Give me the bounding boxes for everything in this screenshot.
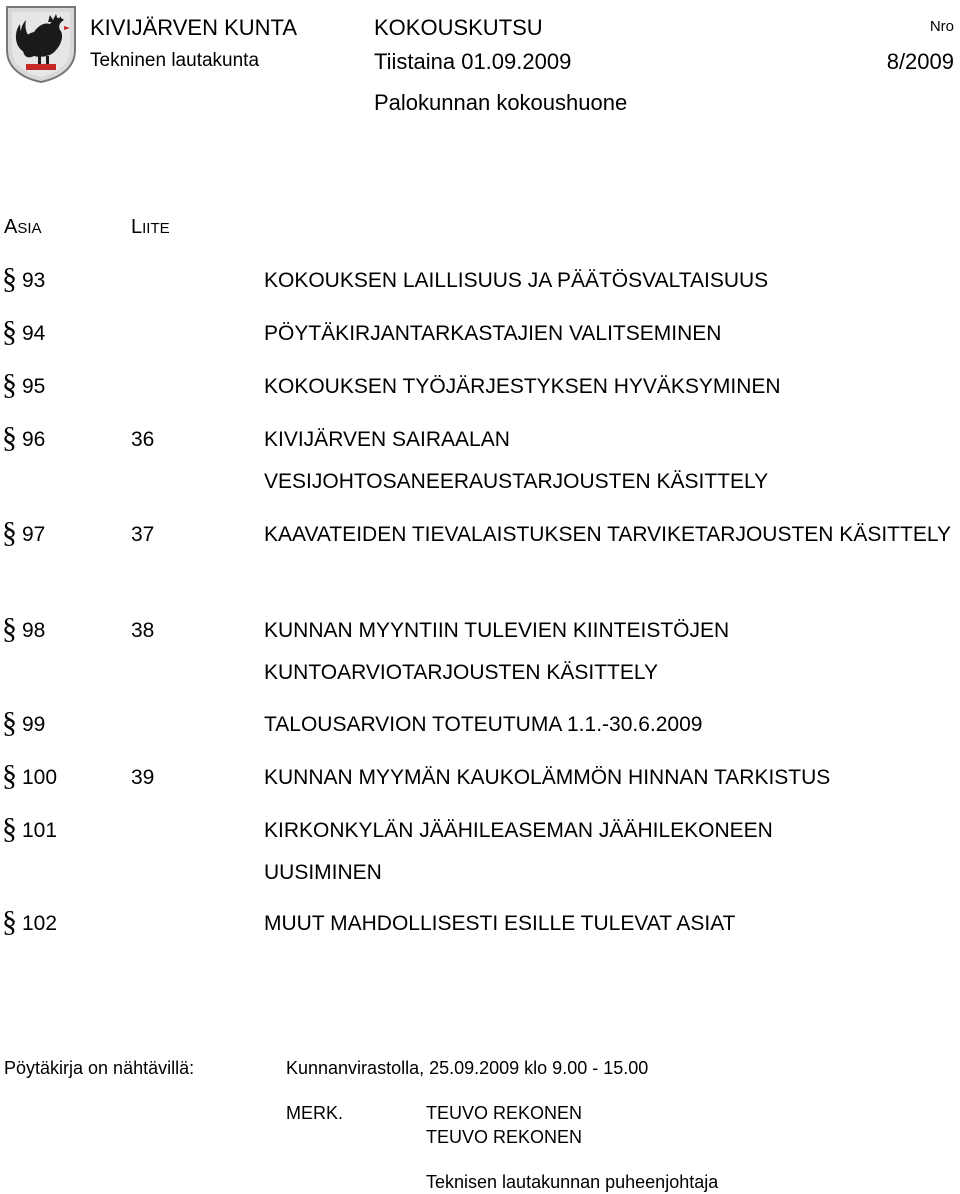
agenda-item-title: KAAVATEIDEN TIEVALAISTUKSEN TARVIKETARJOUSTEN KÄSITTELY bbox=[264, 523, 951, 546]
agenda-item-attachment: 36 bbox=[131, 428, 155, 451]
section-sign-icon: § bbox=[2, 421, 17, 454]
agenda-item-title: KOKOUKSEN LAILLISUUS JA PÄÄTÖSVALTAISUUS bbox=[264, 269, 769, 292]
agenda-item-title: PÖYTÄKIRJANTARKASTAJIEN VALITSEMINEN bbox=[264, 322, 722, 345]
agenda-item-attachment: 37 bbox=[131, 523, 155, 546]
municipal-coat-of-arms-logo bbox=[4, 4, 78, 84]
number-label: Nro bbox=[929, 18, 954, 35]
organization-name: KIVIJÄRVEN KUNTA bbox=[90, 15, 298, 40]
agenda-item-title: KUNNAN MYYNTIIN TULEVIEN KIINTEISTÖJEN KUNTOARVIOTARJOUSTEN KÄSITTELY bbox=[264, 619, 730, 684]
column-header-liite: LIITE bbox=[131, 216, 170, 238]
section-sign-icon: § bbox=[2, 706, 17, 739]
department-name: Tekninen lautakunta bbox=[90, 50, 260, 71]
agenda-item-number: 101 bbox=[22, 819, 58, 842]
signer-name: TEUVO REKONEN bbox=[426, 1127, 583, 1147]
agenda-item-number: 100 bbox=[22, 766, 58, 789]
agenda-item-title: KIVIJÄRVEN SAIRAALAN VESIJOHTOSANEERAUSTARJOUSTEN KÄSITTELY bbox=[264, 428, 769, 493]
meeting-number: 8/2009 bbox=[886, 49, 954, 74]
agenda-item-number: 94 bbox=[22, 322, 46, 345]
agenda-item-title: MUUT MAHDOLLISESTI ESILLE TULEVAT ASIAT bbox=[264, 912, 736, 935]
minutes-available-location: Kunnanvirastolla, 25.09.2009 klo 9.00 - 15.00 bbox=[286, 1058, 649, 1078]
section-sign-icon: § bbox=[2, 262, 17, 295]
agenda-item-title: KOKOUKSEN TYÖJÄRJESTYKSEN HYVÄKSYMINEN bbox=[264, 375, 781, 398]
merk-label: MERK. bbox=[286, 1103, 344, 1123]
agenda-item-attachment: 39 bbox=[131, 766, 155, 789]
minutes-available-label: Pöytäkirja on nähtävillä: bbox=[4, 1058, 195, 1078]
agenda-item-title: TALOUSARVION TOTEUTUMA 1.1.-30.6.2009 bbox=[264, 713, 703, 736]
section-sign-icon: § bbox=[2, 759, 17, 792]
column-header-asia: ASIA bbox=[4, 216, 42, 238]
agenda-item-number: 102 bbox=[22, 912, 58, 935]
meeting-date: Tiistaina 01.09.2009 bbox=[374, 49, 572, 74]
agenda-item-title: KUNNAN MYYMÄN KAUKOLÄMMÖN HINNAN TARKISTUS bbox=[264, 766, 831, 789]
agenda-item-number: 93 bbox=[22, 269, 46, 292]
agenda-item-number: 99 bbox=[22, 713, 46, 736]
section-sign-icon: § bbox=[2, 315, 17, 348]
document-type: KOKOUSKUTSU bbox=[374, 15, 543, 40]
signature: TEUVO REKONEN bbox=[426, 1103, 583, 1123]
agenda-item-attachment: 38 bbox=[131, 619, 155, 642]
agenda-item-number: 96 bbox=[22, 428, 46, 451]
meeting-place: Palokunnan kokoushuone bbox=[374, 90, 628, 115]
agenda-item-number: 97 bbox=[22, 523, 46, 546]
agenda-item-title: KIRKONKYLÄN JÄÄHILEASEMAN JÄÄHILEKONEEN UUSIMINEN bbox=[264, 819, 773, 884]
signer-role: Teknisen lautakunnan puheenjohtaja bbox=[426, 1172, 719, 1192]
section-sign-icon: § bbox=[2, 812, 17, 845]
agenda-item-number: 95 bbox=[22, 375, 46, 398]
section-sign-icon: § bbox=[2, 516, 17, 549]
section-sign-icon: § bbox=[2, 368, 17, 401]
agenda-item-number: 98 bbox=[22, 619, 46, 642]
section-sign-icon: § bbox=[2, 905, 17, 938]
section-sign-icon: § bbox=[2, 612, 17, 645]
